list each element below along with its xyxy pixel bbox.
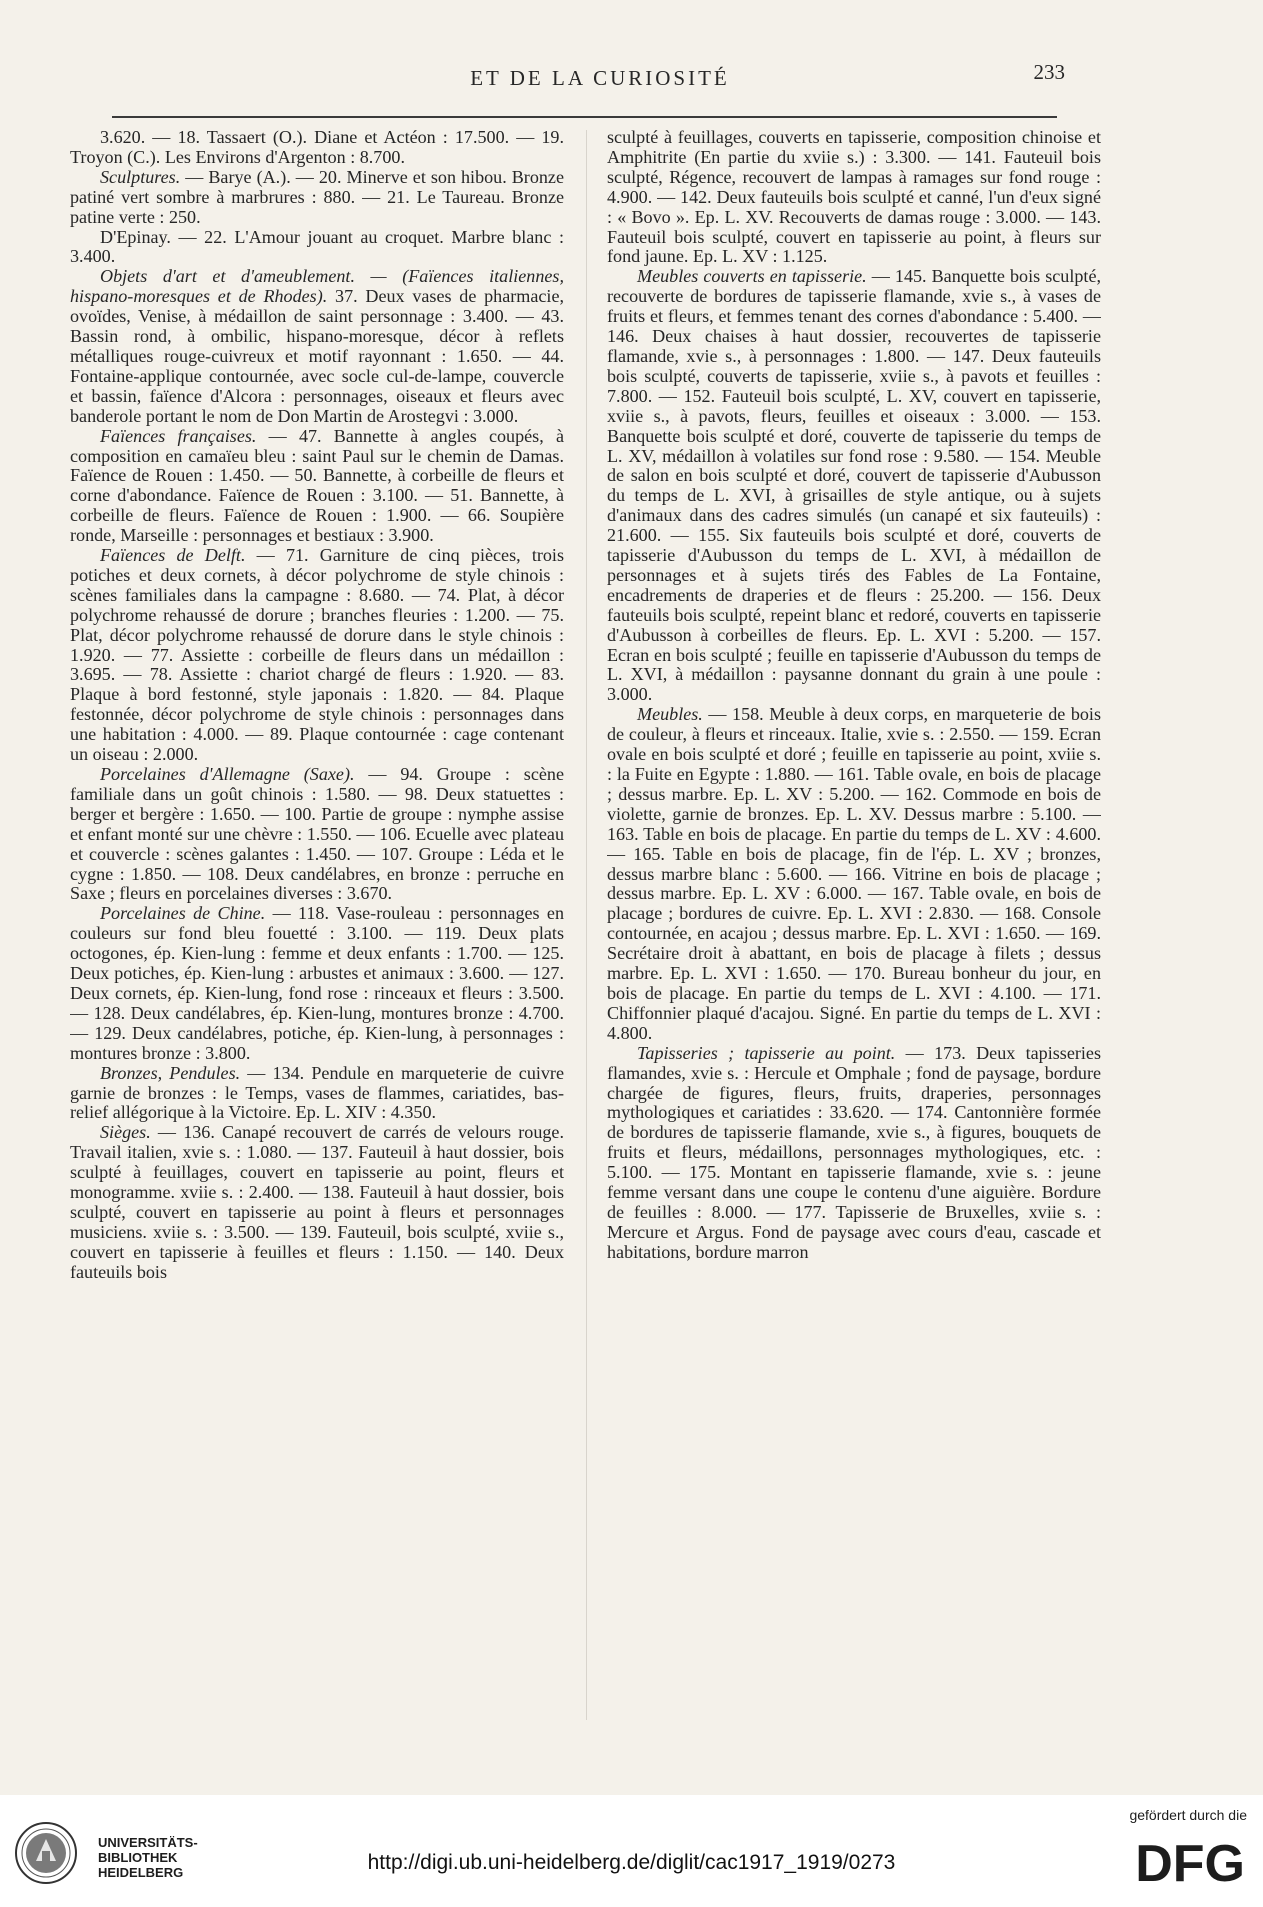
paragraph [70,546,564,765]
section-label: Tapisseries ; tapisserie au point. [637,1042,896,1063]
page-title: ET DE LA CURIOSITÉ [470,66,730,90]
paragraph-text: — 158. Meuble à deux corps, en marqueterie de bois de couleur, à fleurs et rinceaux. Italie, xvie s. : 2.550. — 159. Ecran ovale en bois sculpté et doré ; feuille en tapisserie au point, xviie s. : la Fuite en Egypte : 1.880. — 161. Table ovale, en bois de placage ; dessus marbre. Ep. L. XV : 5.200. — 162. Commode en bois de violette, garnie de bronzes. Ep. L. XV. Dessus marbre : 5.100. — 163. Table en bois de placage. En partie du temps de L. XV : 4.600. — 165. Table en bois de placage, fin de l'ép. L. XV ; bronzes, dessus marbre blanc : 5.600. — 166. Vitrine en bois de placage ; dessus marbre. Ep. L. XV : 6.000. — 167. Table ovale, en bois de placage ; bordures de cuivre. Ep. L. XVI : 2.830. — 168. Console contournée, en acajou ; dessus marbre. Ep. L. XVI : 1.650. — 169. Secrétaire droit à abattant, en bois de placage à filets ; dessus marbre. Ep. L. XVI : 1.650. — 170. Bureau bonheur du jour, en bois de placage. En partie du temps de L. XVI : 4.100. — 171. Chiffonnier plaqué d'acajou. Signé. En partie du temps de L. XVI : 4.800. [607,704,1101,1043]
dfg-logo[interactable] [1099,1807,1247,1899]
paragraph-text: — 47. Bannette à angles coupés, à composition en camaïeu bleu : saint Paul sur le chemin de Damas. Faïence de Rouen : 1.450. — 50. Bannette, à corbeille de fleurs et corne d'abondance. Faïence de Rouen : 3.100. — 51. Bannette, à corbeille de fleurs. Faïence de Rouen : 1.900. — 66. Soupière ronde, Marseille : personnages et bestiaux : 3.900. [70,425,564,546]
section-label: Faïences françaises. [100,425,257,446]
section-label: Faïences de Delft. [100,545,246,566]
paragraph [70,1064,564,1124]
paragraph-text: — 134. Pendule en marqueterie de cuivre garnie de bronzes : le Temps, vases de flammes, cariatides, bas-relief allégorique à la Victoire. Ep. L. XIV : 4.350. [70,1062,564,1123]
paragraph-text: D'Epinay. — 22. L'Amour jouant au croquet. Marbre blanc : 3.400. [70,226,564,267]
paragraph [607,705,1101,1043]
page-number: 233 [1033,60,1065,84]
section-label: Objets d'art et d'ameublement. — (Faïences italiennes, hispano-moresques et de Rhodes). [70,266,564,307]
left-column [70,128,564,1728]
paragraph-text: 37. Deux vases de pharmacie, ovoïdes, Venise, à médaillon de saint personnage : 3.400. — 43. Bassin rond, à ombilic, hispano-moresque, décor à reflets métalliques rouge-cuivreux et motif rayonnant : 1.650. — 44. Fontaine-applique contournée, avec socle cul-de-lampe, couvercle et bassin, faïence d'Alcora : personnages, oiseaux et fleurs avec banderole portant le nom de Don Martin de Arostegvi : 3.000. [70,286,564,426]
paragraph-text: — Barye (A.). — 20. Minerve et son hibou. Bronze patiné vert sombre à marbrures : 880. — 21. Le Taureau. Bronze patine verte : 250. [70,166,564,227]
paragraph-text: 3.620. — 18. Tassaert (O.). Diane et Actéon : 17.500. — 19. Troyon (C.). Les Environs d'Argenton : 8.700. [70,128,564,167]
section-label: Bronzes, Pendules. [100,1062,241,1083]
paragraph-text: — 136. Canapé recouvert de carrés de velours rouge. Travail italien, xvie s. : 1.080. — 137. Fauteuil à haut dossier, bois sculpté à feuillages, couvert en tapisserie au point, fleurs et monogramme. xviie s. : 2.400. — 138. Fauteuil à haut dossier, bois sculpté, couvert en tapisserie au point à fleurs et personnages musiciens. xviie s. : 3.500. — 139. Fauteuil, bois sculpté, xviie s., couvert en tapisserie à feuilles et fleurs : 1.150. — 140. Deux fauteuils bois [70,1122,564,1282]
university-seal-icon [14,1821,78,1885]
university-library-logo[interactable] [14,1817,214,1889]
column-divider [586,130,587,1720]
paragraph-text: — 71. Garniture de cinq pièces, trois potiches et deux cornets, à décor polychrome de style chinois : scènes familiales dans la campagne : 8.680. — 74. Plat, à décor polychrome rehaussé de dorure ; branches fleuries : 1.200. — 75. Plat, décor polychrome rehaussé de dorure dans le style chinois : 1.920. — 77. Assiette : corbeille de fleurs dans un médaillon : 3.695. — 78. Assiette : chariot chargé de fleurs : 1.920. — 83. Plaque à bord festonné, style japonais : 1.820. — 84. Plaque festonnée, décor polychrome de style chinois : personnages dans une habitation : 4.000. — 89. Plaque contournée : cage contenant un oiseau : 2.000. [70,545,564,765]
paragraph [70,168,564,228]
institution-line: UNIVERSITÄTS- [98,1835,198,1850]
paragraph [70,267,564,426]
paragraph [70,427,564,546]
section-label: Sculptures. [100,166,181,187]
source-url-link[interactable]: http://digi.ub.uni-heidelberg.de/diglit/cac1917_1919/0273 [367,1851,896,1874]
section-label: Meubles. [637,704,703,725]
footer-bar [0,1795,1263,1907]
paragraph-text: — 145. Banquette bois sculpté, recouverte de bordures de tapisserie flamande, xvie s., à vases de fruits et fleurs, et femmes tenant des cornes d'abondance : 5.400. — 146. Deux chaises à haut dossier, recouvertes de tapisserie flamande, xvie s., à personnages : 1.800. — 147. Deux fauteuils bois sculpté, couverts de tapisserie, xviie s., à pavots et feuilles : 7.800. — 152. Fauteuil bois sculpté, L. XV, couvert en tapisserie, xviie s., à pavots, fleurs, feuilles et oiseaux : 3.000. — 153. Banquette bois sculpté et doré, couverte de tapisserie du temps de L. XV, médaillon à volatiles sur fond rose : 9.580. — 154. Meuble de salon en bois sculpté et doré, couvert de tapisserie d'Aubusson du temps de L. XVI, à grisailles de style antique, ou à sujets d'animaux dans des cadres simulés (un canapé et six fauteuils) : 21.600. — 155. Six fauteuils bois sculpté et doré, couverts de tapisserie d'Aubusson du temps de L. XVI, à médaillon de personnages et à sujets tirés des Fables de La Fontaine, encadrements de draperies et de fleurs : 25.200. — 156. Deux fauteuils bois sculpté, repeint blanc et redoré, couverts en tapisserie d'Aubusson à corbeilles de fleurs. Ep. L. XVI : 5.200. — 157. Ecran en bois sculpté ; feuille en tapisserie d'Aubusson du temps de L. XVI, à médaillon : paysanne donnant du grain à une poule : 3.000. [607,266,1101,705]
paragraph [70,1123,564,1282]
paragraph [70,128,564,168]
paragraph [70,228,564,268]
paragraph [70,765,564,904]
paragraph-text: — 94. Groupe : scène familiale dans un goût chinois : 1.580. — 98. Deux statuettes : berger et bergère : 1.650. — 100. Partie de groupe : nymphe assise et enfant monté sur une chèvre : 1.550. — 106. Ecuelle avec plateau et couvercle : scènes galantes : 1.450. — 107. Groupe : Léda et le cygne : 1.850. — 108. Deux candélabres, en bronze : perruche en Saxe ; fleurs en porcelaines diverses : 3.670. [70,764,564,904]
section-label: Porcelaines d'Allemagne (Saxe). [100,764,355,784]
header-rule [112,116,1057,118]
paragraph [607,128,1101,267]
paragraph [70,904,564,1063]
section-label: Porcelaines de Chine. [100,903,266,924]
institution-line: BIBLIOTHEK [98,1850,178,1865]
running-head [0,60,1263,90]
paragraph-text: sculpté à feuillages, couverts en tapisserie, composition chinoise et Amphitrite (En partie du xviie s.) : 3.300. — 141. Fauteuil bois sculpté, Régence, recouvert de lampas à ramages sur fond rouge : 4.900. — 142. Deux fauteuils bois sculpté et canné, l'un d'eux signé : « Bovo ». Ep. L. XV. Recouverts de damas rouge : 3.000. — 143. Fauteuil bois sculpté, couvert en tapisserie au point, à fleurs sur fond jaune. Ep. L. XV : 1.125. [607,128,1101,267]
paragraph-text: — 173. Deux tapisseries flamandes, xvie s. : Hercule et Omphale ; fond de paysage, bordure chargée de figures, fleurs, fruits, draperies, personnages mythologiques et cariatides : 33.620. — 174. Cantonnière formée de bordures de tapisserie flamande, xvie s., à figures, bouquets de fruits et fleurs, médaillons, personnages mythologiques, etc. : 5.100. — 175. Montant en tapisserie flamande, xvie s. : jeune femme versant dans une coupe le contenu d'une aiguière. Bordure de feuilles : 8.000. — 177. Tapisserie de Bruxelles, xviie s. : Mercure et Argus. Fond de paysage avec cours d'eau, cascade et habitations, bordure marron [607,1042,1101,1262]
paragraph [607,1044,1101,1263]
paragraph [607,267,1101,705]
funded-by-text: gefördert durch die [1129,1807,1247,1823]
dfg-logo-icon [1107,1833,1247,1889]
institution-line: HEIDELBERG [98,1865,184,1880]
institution-name [98,1835,198,1880]
dfg-wordmark: DFG [1135,1835,1245,1889]
section-label: Sièges. [100,1122,151,1143]
paragraph-text: — 118. Vase-rouleau : personnages en couleurs sur fond bleu fouetté : 3.100. — 119. Deux plats octogones, ép. Kien-lung : femme et deux enfants : 1.700. — 125. Deux potiches, ép. Kien-lung : arbustes et animaux : 3.600. — 127. Deux cornets, ép. Kien-lung, fond rose : rinceaux et fleurs : 3.500. — 128. Deux candélabres, ép. Kien-lung, montures bronze : 4.700. — 129. Deux candélabres, potiche, ép. Kien-lung, à personnages : montures bronze : 3.800. [70,903,564,1063]
section-label: Meubles couverts en tapisserie. [637,266,867,287]
right-column [607,128,1101,1728]
